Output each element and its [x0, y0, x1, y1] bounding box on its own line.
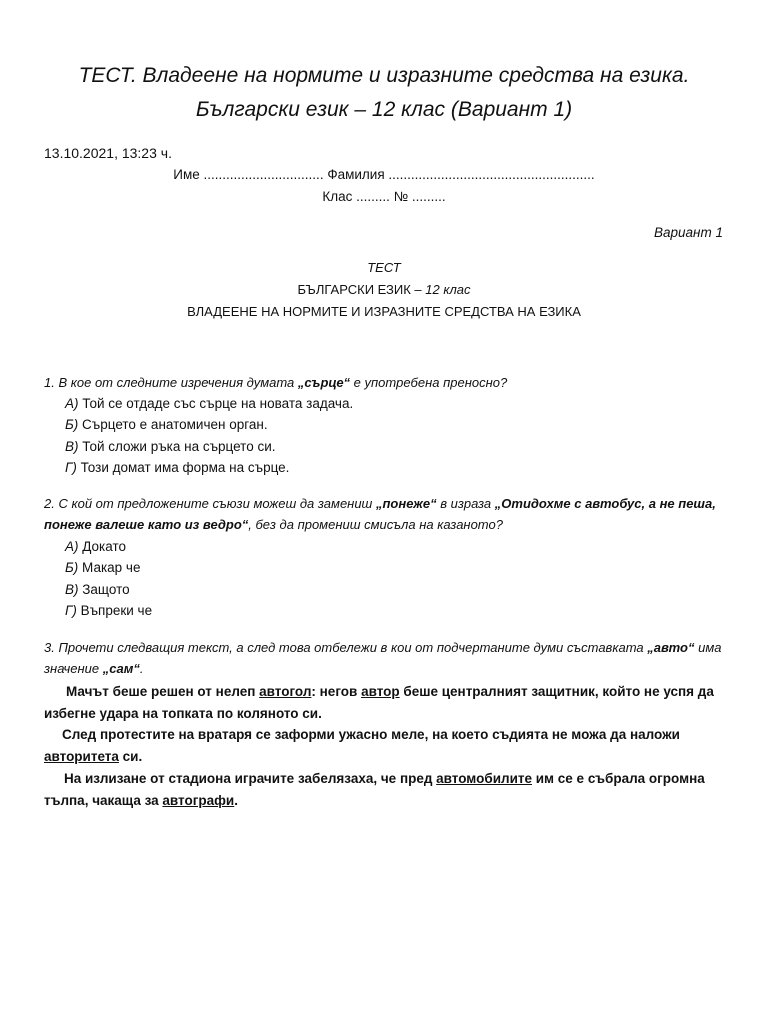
- option-text: Защото: [78, 582, 130, 597]
- q3-paragraph-1: [44, 681, 734, 725]
- option-text: Макар че: [78, 560, 141, 575]
- question-2: [44, 493, 734, 535]
- option-letter: Г): [65, 460, 77, 475]
- date-time: 13.10.2021, 13:23 ч.: [44, 145, 172, 161]
- underlined-word-avtor[interactable]: автор: [361, 684, 400, 699]
- option-letter: Б): [65, 560, 79, 575]
- paragraph-text: им се е събрала огромна тълпа, чакаща за: [44, 771, 705, 808]
- q1-option-d[interactable]: [65, 458, 289, 478]
- option-text: Въпреки че: [76, 603, 153, 618]
- q1-option-b[interactable]: [65, 415, 268, 435]
- paragraph-text: .: [234, 793, 238, 808]
- paragraph-text: беше централният защитник, който не успя да избегне удара на топката по коляното си.: [44, 684, 714, 721]
- header-subject-name: БЪЛГАРСКИ ЕЗИК: [297, 282, 411, 297]
- q2-option-a[interactable]: [65, 537, 126, 557]
- question-1-keyword: „сърце“: [297, 375, 351, 390]
- question-3-keyword-sam: „сам“: [102, 661, 140, 676]
- name-surname-line: Име ................................ Фамилия .......................................................: [173, 167, 595, 182]
- option-letter: А): [65, 396, 79, 411]
- paragraph-text: Мачът беше решен от нелеп: [66, 684, 260, 699]
- underlined-word-avtoriteta[interactable]: авторитета: [44, 749, 119, 764]
- question-2-keyword: „понеже“: [375, 496, 437, 511]
- option-text: Сърцето е анатомичен орган.: [78, 417, 268, 432]
- question-2-text-end: , без да промениш смисъла на казаното?: [248, 517, 503, 532]
- question-2-text: 2. С кой от предложените съюзи можеш да замениш: [44, 496, 376, 511]
- paragraph-text: : негов: [311, 684, 362, 699]
- header-subject: [0, 280, 768, 300]
- option-letter: В): [65, 439, 79, 454]
- header-grade: – 12 клас: [410, 282, 471, 297]
- option-letter: А): [65, 539, 79, 554]
- question-1: [44, 372, 734, 393]
- question-2-phrase: „Отидохме с автобус, а не пеша, понеже валеше като из ведро“: [44, 496, 716, 532]
- question-3-text: 3. Прочети следващия текст, а след това отбележи в кои от подчертаните думи съставката: [44, 640, 648, 655]
- page-title-line-1: ТЕСТ. Владеене на нормите и изразните средства на езика.: [78, 64, 690, 87]
- underlined-word-avtomobilite[interactable]: автомобилите: [436, 771, 532, 786]
- header-topic: ВЛАДЕЕНЕ НА НОРМИТЕ И ИЗРАЗНИТЕ СРЕДСТВА НА ЕЗИКА: [187, 304, 581, 319]
- question-1-text: 1. В кое от следните изречения думата: [44, 375, 298, 390]
- option-letter: В): [65, 582, 79, 597]
- option-text: Докато: [78, 539, 127, 554]
- q3-paragraph-2: [44, 724, 734, 768]
- q3-paragraph-3: [44, 768, 734, 812]
- option-letter: Г): [65, 603, 77, 618]
- q1-option-a[interactable]: [65, 394, 353, 414]
- q2-option-d[interactable]: [65, 601, 152, 621]
- option-text: Той сложи ръка на сърцето си.: [78, 439, 276, 454]
- option-text: Този домат има форма на сърце.: [76, 460, 290, 475]
- q2-option-c[interactable]: [65, 580, 130, 600]
- option-letter: Б): [65, 417, 79, 432]
- variant-label: Вариант 1: [654, 225, 723, 240]
- paragraph-text: си.: [118, 749, 143, 764]
- q1-option-c[interactable]: [65, 437, 276, 457]
- paragraph-text: На излизане от стадиона играчите забелязаха, че пред: [64, 771, 437, 786]
- class-number-line: Клас ......... № .........: [322, 189, 446, 204]
- question-3-text-mid: има значение: [44, 640, 722, 676]
- paragraph-text: След протестите на вратаря се заформи ужасно меле, на което съдията не можа да наложи: [62, 727, 680, 742]
- question-2-text-mid: в израза: [436, 496, 495, 511]
- page-title-line-2: Български език – 12 клас (Вариант 1): [195, 98, 573, 121]
- header-test: ТЕСТ: [367, 260, 401, 275]
- question-3-keyword-avto: „авто“: [647, 640, 695, 655]
- underlined-word-avtogol[interactable]: автогол: [259, 684, 312, 699]
- q2-option-b[interactable]: [65, 558, 140, 578]
- question-3: [44, 637, 734, 679]
- question-3-text-end: .: [139, 661, 144, 676]
- underlined-word-avtografi[interactable]: автографи: [162, 793, 235, 808]
- option-text: Той се отдаде със сърце на новата задача.: [78, 396, 354, 411]
- question-1-text-end: е употребена преносно?: [350, 375, 508, 390]
